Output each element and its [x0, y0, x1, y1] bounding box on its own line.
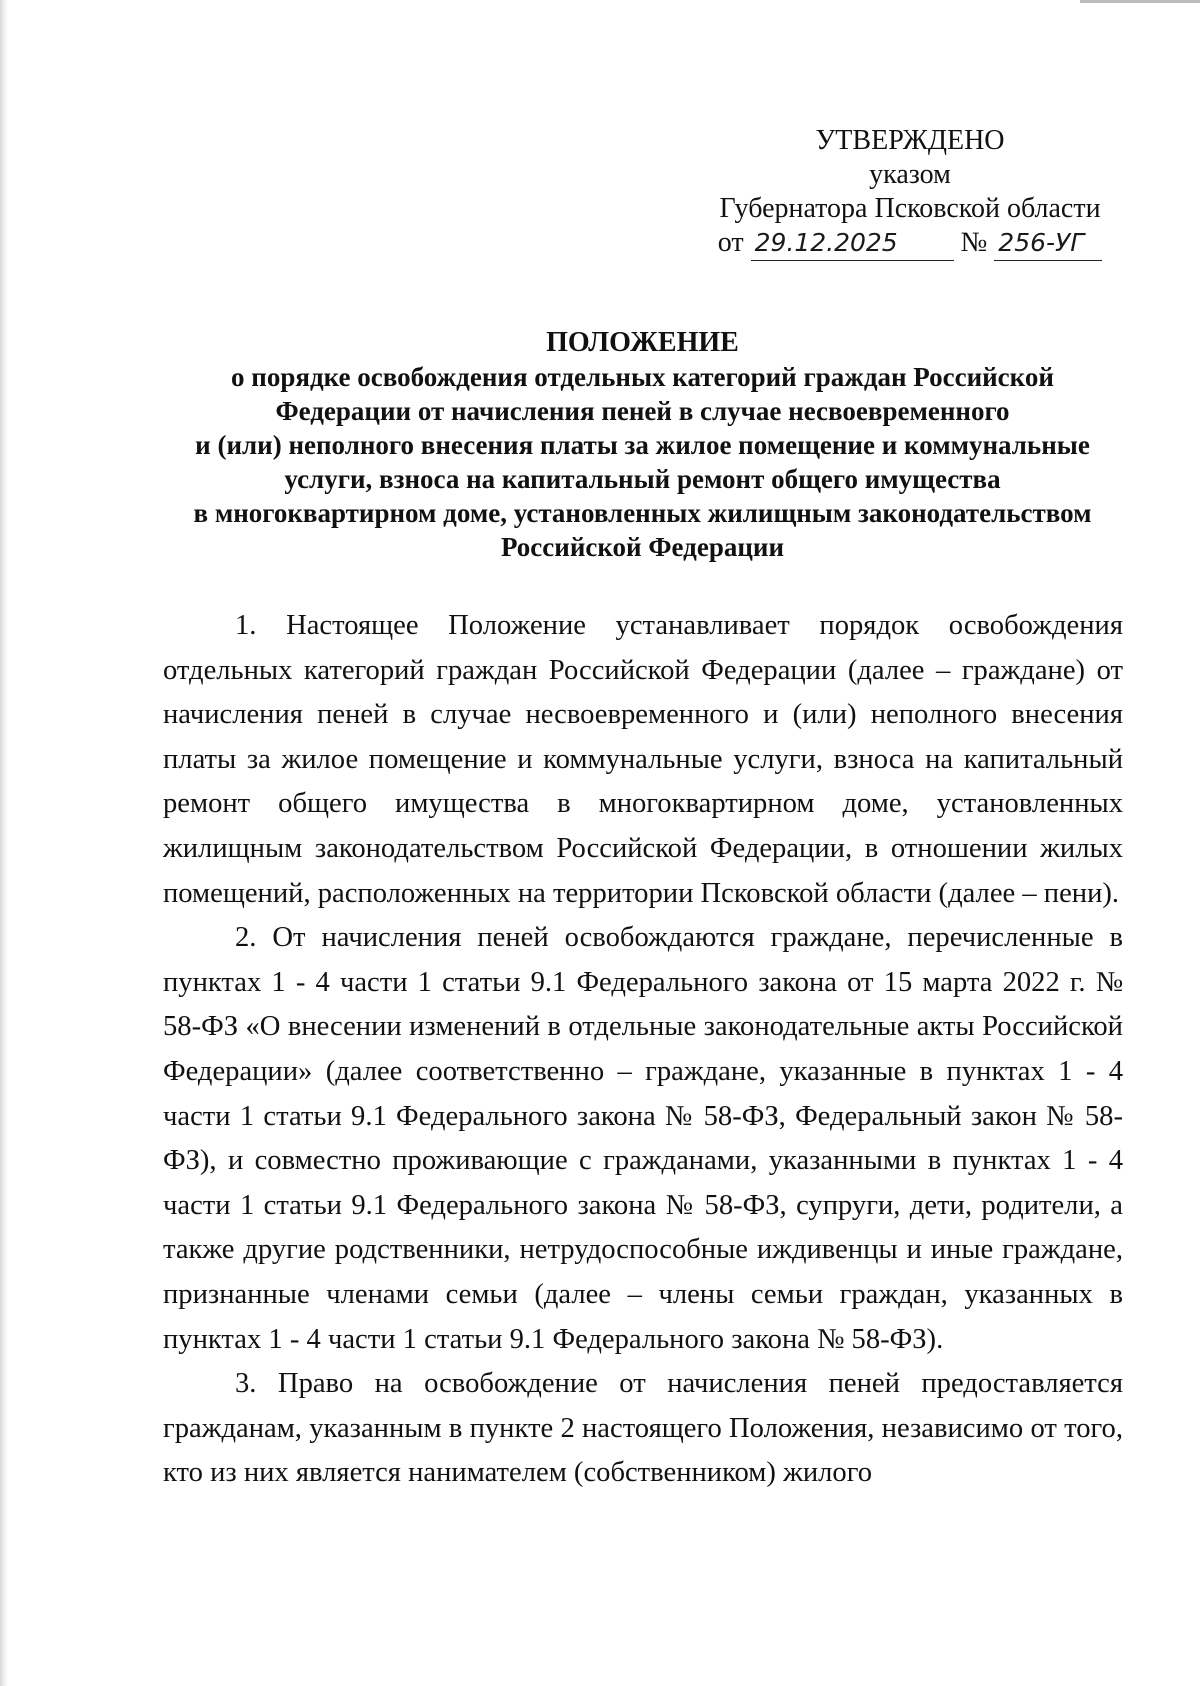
approval-number-handwritten: 256-УГ	[994, 226, 1102, 261]
title-line: услуги, взноса на капитальный ремонт общего имущества	[284, 464, 1001, 494]
title-heading: ПОЛОЖЕНИЕ	[546, 327, 739, 358]
title-line: и (или) неполного внесения платы за жилое помещение и коммунальные	[195, 430, 1090, 460]
document-title	[160, 326, 1125, 564]
approval-date-handwritten: 29.12.2025	[751, 226, 954, 261]
approval-by: указом	[869, 159, 951, 190]
title-line: Российской Федерации	[500, 532, 785, 562]
approval-date-prefix: от	[717, 227, 744, 258]
scan-edge-left	[0, 0, 8, 1686]
document-body	[163, 604, 1123, 1496]
title-line: Федерации от начисления пеней в случае несвоевременного	[275, 396, 1010, 426]
title-line: в многоквартирном доме, установленных жилищным законодательством	[193, 498, 1092, 528]
approval-date-line	[700, 226, 1120, 261]
title-line: о порядке освобождения отдельных категорий граждан Российской	[231, 362, 1054, 392]
paragraph-3: 3. Право на освобождение от начисления пеней предоставляется гражданам, указанным в пункте 2 настоящего Положения, независимо от того, кто из них является нанимателем (собственником) жилого	[163, 1368, 1123, 1489]
paragraph-2: 2. От начисления пеней освобождаются граждане, перечисленные в пунктах 1 - 4 части 1 статьи 9.1 Федерального закона от 15 марта 2022 г. № 58-ФЗ «О внесении изменений в отдельные законодательные акты Российской Федерации» (далее соответственно – граждане, указанные в пунктах 1 - 4 части 1 статьи 9.1 Федерального закона № 58-ФЗ, Федеральный закон № 58-ФЗ), и совместно проживающие с гражданами, указанными в пунктах 1 - 4 части 1 статьи 9.1 Федерального закона № 58-ФЗ, супруги, дети, родители, а также другие родственники, нетрудоспособные иждивенцы и иные граждане, признанные членами семьи (далее – члены семьи граждан, указанных в пунктах 1 - 4 части 1 статьи 9.1 Федерального закона № 58-ФЗ).	[163, 922, 1123, 1355]
approval-stamp-block	[700, 124, 1120, 261]
approval-authority: Губернатора Псковской области	[719, 193, 1101, 224]
scan-edge-top	[1080, 0, 1200, 3]
approval-number-prefix: №	[960, 227, 988, 258]
paragraph-1: 1. Настоящее Положение устанавливает порядок освобождения отдельных категорий граждан Российской Федерации (далее – граждане) от начисления пеней в случае несвоевременного и (или) неполного внесения платы за жилое помещение и коммунальные услуги, взноса на капитальный ремонт общего имущества в многоквартирном доме, установленных жилищным законодательством Российской Федерации, в отношении жилых помещений, расположенных на территории Псковской области (далее – пени).	[163, 610, 1123, 909]
approval-approved: УТВЕРЖДЕНО	[815, 125, 1005, 156]
